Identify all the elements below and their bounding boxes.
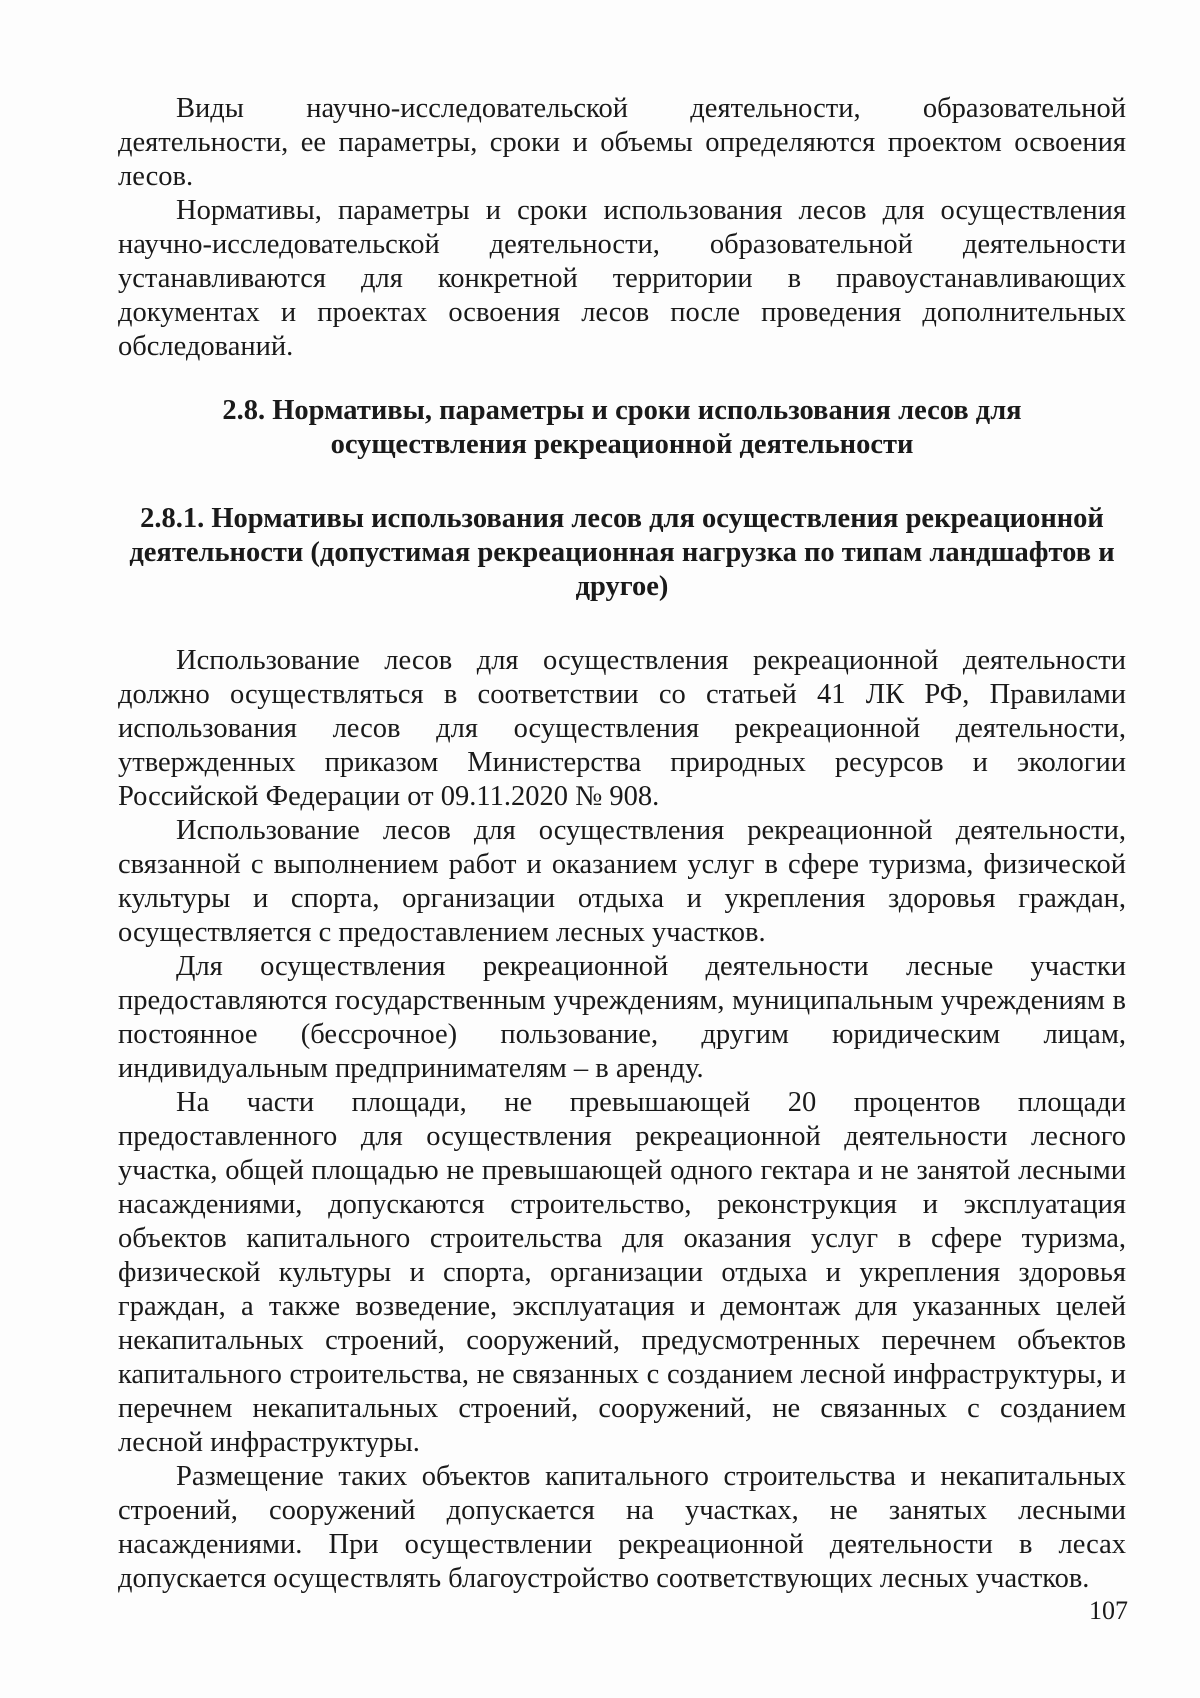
section-heading-2-8-1: 2.8.1. Нормативы использования лесов для осуществления рекреационной деятельности (допустимая рекреационная нагрузка по типам ландшафтов и другое) bbox=[129, 503, 1115, 602]
page-content bbox=[118, 92, 1126, 1596]
body-text bbox=[118, 644, 1126, 1596]
paragraph-recreation-services: Использование лесов для осуществления рекреационной деятельности, связанной с выполнением работ и оказанием услуг в сфере туризма, физической культуры и спорта, организации отдыха и укрепления здоровья граждан, осуществляется с предоставлением лесных участков. bbox=[118, 815, 1126, 948]
paragraph-placement: Размещение таких объектов капитального строительства и некапитальных строений, сооружений допускается на участках, не занятых лесными насаждениями. При осуществлении рекреационной деятельности в лесах допускается осуществлять благоустройство соответствующих лесных участков. bbox=[118, 1461, 1126, 1594]
page-number: 107 bbox=[1089, 1596, 1128, 1625]
paragraph-plot-provision: Для осуществления рекреационной деятельности лесные участки предоставляются государственным учреждениям, муниципальным учреждениям в постоянное (бессрочное) пользование, другим юридическим лицам, индивидуальным предпринимателям – в аренду. bbox=[118, 951, 1126, 1084]
section-heading-2-8: 2.8. Нормативы, параметры и сроки использования лесов для осуществления рекреационной деятельности bbox=[222, 395, 1022, 460]
paragraph-research-norms: Нормативы, параметры и сроки использования лесов для осуществления научно-исследовательской деятельности, образовательной деятельности устанавливаются для конкретной территории в правоустанавливающих документах и проектах освоения лесов после проведения дополнительных обследований. bbox=[118, 195, 1126, 362]
paragraph-construction-limits: На части площади, не превышающей 20 процентов площади предоставленного для осуществления рекреационной деятельности лесного участка, общей площадью не превышающей одного гектара и не занятой лесными насаждениями, допускаются строительство, реконструкция и эксплуатация объектов капитального строительства для оказания услуг в сфере туризма, физической культуры и спорта, организации отдыха и укрепления здоровья граждан, а также возведение, эксплуатация и демонтаж для указанных целей некапитальных строений, сооружений, предусмотренных перечнем объектов капитального строительства, не связанных с созданием лесной инфраструктуры, и перечнем некапитальных строений, сооружений, не связанных с созданием лесной инфраструктуры. bbox=[118, 1087, 1126, 1458]
paragraph-research-types: Виды научно-исследовательской деятельности, образовательной деятельности, ее параметры, сроки и объемы определяются проектом освоения лесов. bbox=[118, 93, 1126, 192]
paragraph-recreation-usage: Использование лесов для осуществления рекреационной деятельности должно осуществляться в соответствии со статьей 41 ЛК РФ, Правилами использования лесов для осуществления рекреационной деятельности, утвержденных приказом Министерства природных ресурсов и экологии Российской Федерации от 09.11.2020 № 908. bbox=[118, 645, 1126, 812]
